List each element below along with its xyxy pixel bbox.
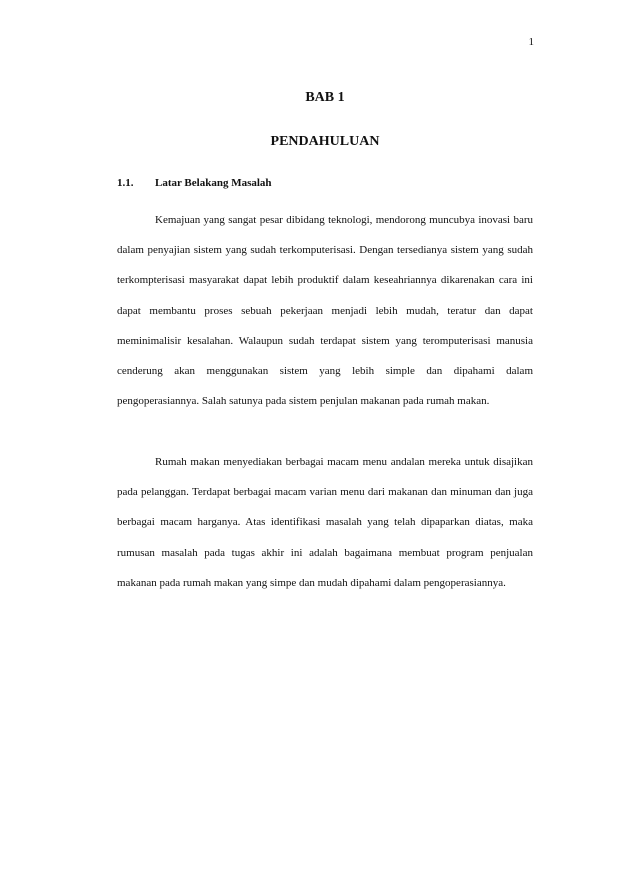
page-number: 1 xyxy=(528,36,534,48)
chapter-label: BAB 1 xyxy=(305,90,345,105)
section-heading xyxy=(117,177,272,189)
body-paragraph-2: Rumah makan menyediakan berbagai macam menu andalan mereka untuk disajikan pada pelanggan. Terdapat berbagai macam varian menu dari makanan dan minuman dan juga berbagai macam harganya. Atas identifikasi masalah yang telah dipaparkan diatas, maka rumusan masalah pada tugas akhir ini adalah bagaimana membuat program penjualan makanan pada rumah makan yang simpe dan mudah dipahami dalam pengoperasiannya. xyxy=(117,456,533,589)
body-paragraph-1: Kemajuan yang sangat pesar dibidang teknologi, mendorong muncubya inovasi baru dalam penyajian sistem yang sudah terkomputerisasi. Dengan tersedianya sistem yang sudah terkompterisasi masyarakat dapat lebih produktif dalam keseahriannya dikarenakan cara ini dapat membantu proses sebuah pekerjaan menjadi lebih mudah, teratur dan dapat meminimalisir kesalahan. Walaupun sudah terdapat sistem yang teromputerisasi manusia cenderung akan menggunakan sistem yang lebih simple dan dipahami dalam pengoperasiannya. Salah satunya pada sistem penjulan makanan pada rumah makan. xyxy=(117,214,533,408)
section-title: Latar Belakang Masalah xyxy=(155,177,272,189)
section-number: 1.1. xyxy=(117,177,134,189)
chapter-title: PENDAHULUAN xyxy=(270,134,380,149)
